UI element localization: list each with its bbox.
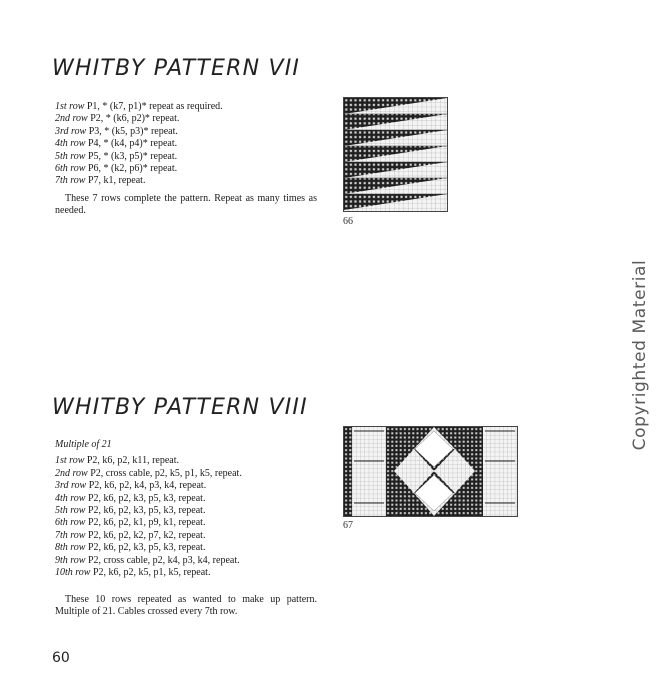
pattern-8-title: WHITBY PATTERN VIII: [52, 395, 308, 420]
pattern-7-row: [55, 101, 325, 113]
row-label: 1st row: [55, 101, 85, 112]
pattern-8-row: [55, 480, 325, 492]
pattern-8-row: [55, 517, 325, 529]
row-label: 2nd row: [55, 113, 88, 125]
row-label: 2nd row: [55, 467, 88, 479]
row-text: P2, cross cable, p2, k4, p3, k4, repeat.: [87, 554, 240, 566]
pattern-7-chart: [343, 97, 448, 212]
row-label: 9th row: [55, 554, 86, 566]
pattern-8-note: These 10 rows repeated as wanted to make up pattern. Multiple of 21. Cables crossed every 7th row.: [55, 594, 317, 618]
pattern-7-row: [55, 175, 325, 187]
row-text: P5, * (k3, p5)* repeat.: [87, 150, 178, 162]
page-number: 60: [52, 650, 70, 666]
row-label: 3rd row: [55, 125, 87, 137]
row-label: 1st row: [55, 455, 85, 467]
pattern-7-row: [55, 126, 325, 138]
row-text: P2, k6, p2, k4, p3, k4, repeat.: [88, 480, 207, 492]
pattern-8-multiple: Multiple of 21: [55, 439, 112, 450]
pattern-8-row: [55, 468, 325, 480]
pattern-8-row: [55, 542, 325, 554]
pattern-8-row: [55, 555, 325, 567]
pattern-7-row: [55, 163, 325, 175]
row-text: P2, k6, p2, k3, p5, k3, repeat.: [87, 505, 206, 517]
row-text: P2, k6, p2, k5, p1, k5, repeat.: [92, 567, 211, 579]
row-label: 8th row: [55, 542, 86, 554]
pattern-8-row: [55, 493, 325, 505]
figure-number-66: 66: [343, 216, 353, 227]
row-text: P3, * (k5, p3)* repeat.: [88, 125, 178, 137]
row-text: P2, k6, p2, k3, p5, k3, repeat.: [87, 542, 206, 554]
pattern-7-row: [55, 151, 325, 163]
pattern-8-row: [55, 505, 325, 517]
figure-number-67: 67: [343, 520, 353, 531]
row-label: 5th row: [55, 150, 86, 162]
row-label: 10th row: [55, 567, 91, 579]
pattern-8-rows: [55, 439, 325, 579]
row-label: 3rd row: [55, 480, 87, 492]
pattern-7-chart-graphic: [344, 98, 447, 211]
pattern-7-row: [55, 113, 325, 125]
pattern-7-note: These 7 rows complete the pattern. Repeat as many times as needed.: [55, 193, 317, 217]
row-text: P2, k6, p2, k2, p7, k2, repeat.: [87, 529, 206, 541]
row-label: 4th row: [55, 492, 86, 504]
row-label: 7th row: [55, 175, 86, 187]
pattern-8-row: [55, 567, 325, 579]
pattern-8-chart: [343, 426, 518, 517]
copyright-watermark: Copyrighted Material: [630, 259, 650, 451]
row-text: P2, k6, p2, k11, repeat.: [86, 455, 179, 467]
pattern-7-rows: [55, 101, 325, 188]
row-text: P7, k1, repeat.: [87, 175, 146, 187]
row-text: P1, * (k7, p1)* repeat as required.: [86, 101, 223, 112]
row-label: 6th row: [55, 517, 86, 529]
row-label: 4th row: [55, 138, 86, 150]
row-label: 5th row: [55, 505, 86, 517]
pattern-8-row: [55, 530, 325, 542]
row-label: 6th row: [55, 163, 86, 175]
row-text: P2, k6, p2, k1, p9, k1, repeat.: [87, 517, 206, 529]
pattern-7-row: [55, 138, 325, 150]
pattern-8-chart-graphic: [344, 427, 517, 516]
pattern-8-row: [55, 455, 325, 467]
row-text: P2, cross cable, p2, k5, p1, k5, repeat.: [90, 467, 242, 479]
pattern-7-title: WHITBY PATTERN VII: [52, 56, 301, 81]
row-text: P2, * (k6, p2)* repeat.: [90, 113, 180, 125]
row-text: P4, * (k4, p4)* repeat.: [87, 138, 178, 150]
row-text: P6, * (k2, p6)* repeat.: [87, 163, 178, 175]
row-text: P2, k6, p2, k3, p5, k3, repeat.: [87, 492, 206, 504]
row-label: 7th row: [55, 529, 86, 541]
